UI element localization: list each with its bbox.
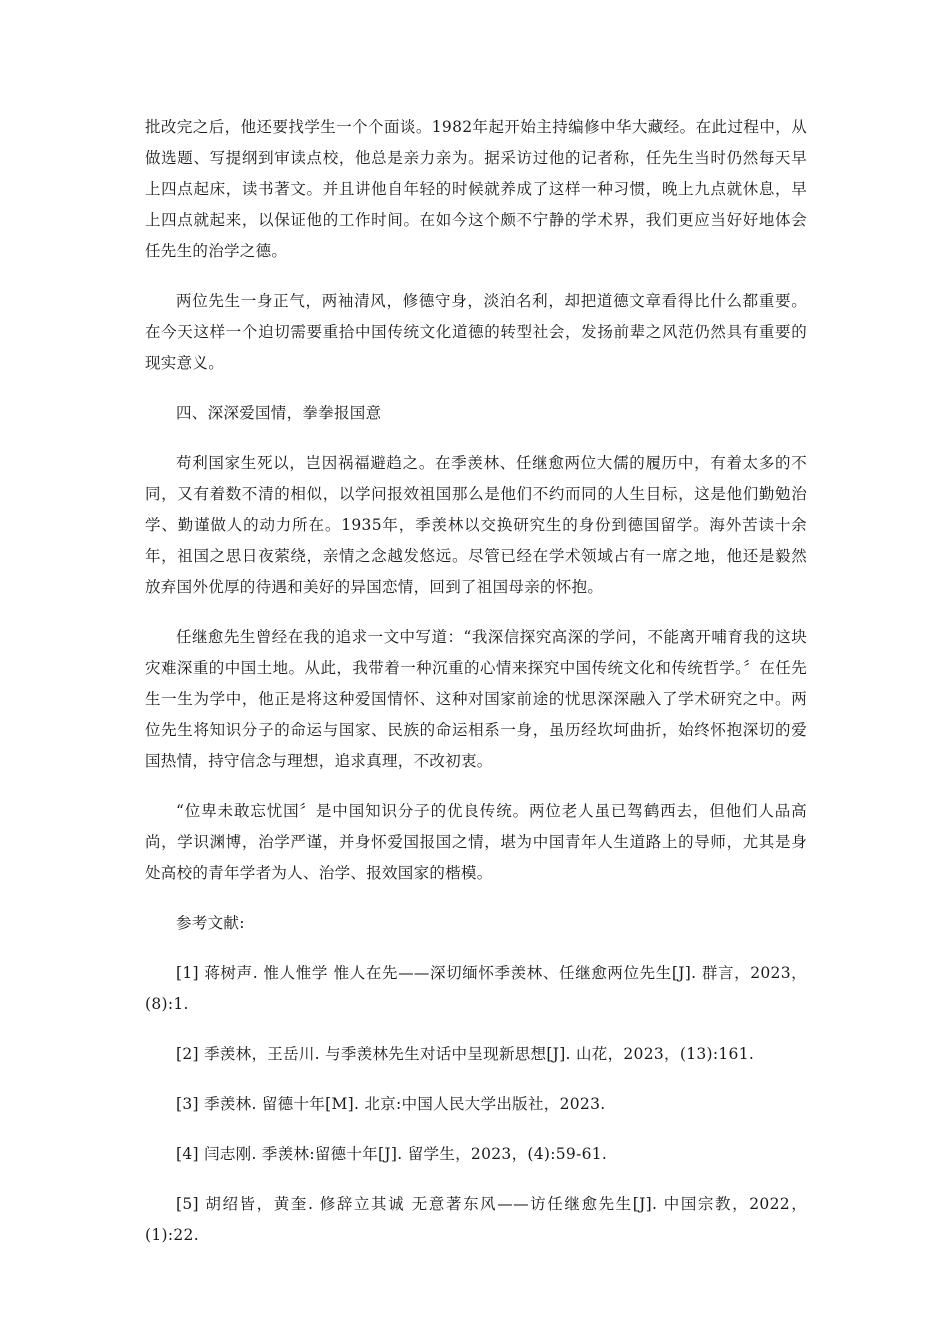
references-heading: 参考文献: [176, 914, 245, 932]
paragraph-patriotism: 苟利国家生死以，岂因祸福避趋之。在季羡林、任继愈两位大儒的履历中，有着太多的不同，又有着数不清的相似，以学问报效祖国那么是他们不约而同的人生目标，这是他们勤勉治学、勤谨做人的动力所在。1935年，季羡林以交换研究生的身份到德国留学。海外苦读十余年，祖国之思日夜萦绕，亲情之念越发悠远。尽管已经在学术领域占有一席之地，他还是毅然放弃国外优厚的待遇和美好的异国恋情，回到了祖国母亲的怀抱。 [145, 454, 807, 596]
paragraph-continuation: 批改完之后，他还要找学生一个个面谈。1982年起开始主持编修中华大藏经。在此过程中，从做选题、写提纲到审读点校，他总是亲力亲为。据采访过他的记者称，任先生当时仍然每天早上四点起床，读书著文。并且讲他自年轻的时候就养成了这样一种习惯，晚上九点就休息，早上四点就起来，以保证他的工作时间。在如今这个颇不宁静的学术界，我们更应当好好地体会任先生的治学之德。 [145, 118, 807, 260]
reference-item: [4] 闫志刚. 季羡林:留德十年[J]. 留学生，2023，(4):59-61. [176, 1145, 608, 1163]
paragraph-virtue: 两位先生一身正气，两袖清风，修德守身，淡泊名利，却把道德文章看得比什么都重要。在今天这样一个迫切需要重拾中国传统文化道德的转型社会，发扬前辈之风范仍然具有重要的现实意义。 [145, 292, 807, 372]
paragraph-ren-quote: 任继愈先生曾经在我的追求一文中写道：“我深信探究高深的学问，不能离开哺育我的这块灾难深重的中国土地。从此，我带着一种沉重的心情来探究中国传统文化和传统哲学。〞在任先生一生为学中，他正是将这种爱国情怀、这种对国家前途的忧思深深融入了学术研究之中。两位先生将知识分子的命运与国家、民族的命运相系一身，虽历经坎坷曲折，始终怀抱深切的爱国热情，持守信念与理想，追求真理，不改初衷。 [145, 628, 807, 770]
paragraph-conclusion: “位卑未敢忘忧国〞是中国知识分子的优良传统。两位老人虽已驾鹤西去，但他们人品高尚，学识渊博，治学严谨，并身怀爱国报国之情，堪为中国青年人生道路上的导师，尤其是身处高校的青年学者为人、治学、报效国家的楷模。 [145, 802, 807, 882]
reference-item: [1] 蒋树声. 惟人惟学 惟人在先——深切缅怀季羡林、任继愈两位先生[J]. 群言，2023，(8):1. [145, 964, 807, 1013]
reference-item: [2] 季羡林，王岳川. 与季羡林先生对话中呈现新思想[J]. 山花，2023，(13):161. [176, 1045, 755, 1063]
reference-item: [5] 胡绍皆，黄奎. 修辞立其诚 无意著东风——访任继愈先生[J]. 中国宗教，2022，(1):22. [145, 1195, 807, 1244]
reference-item: [3] 季羡林. 留德十年[M]. 北京:中国人民大学出版社，2023. [176, 1095, 606, 1113]
section-heading: 四、深深爱国情，拳拳报国意 [176, 404, 382, 422]
document-page [145, 112, 807, 1270]
